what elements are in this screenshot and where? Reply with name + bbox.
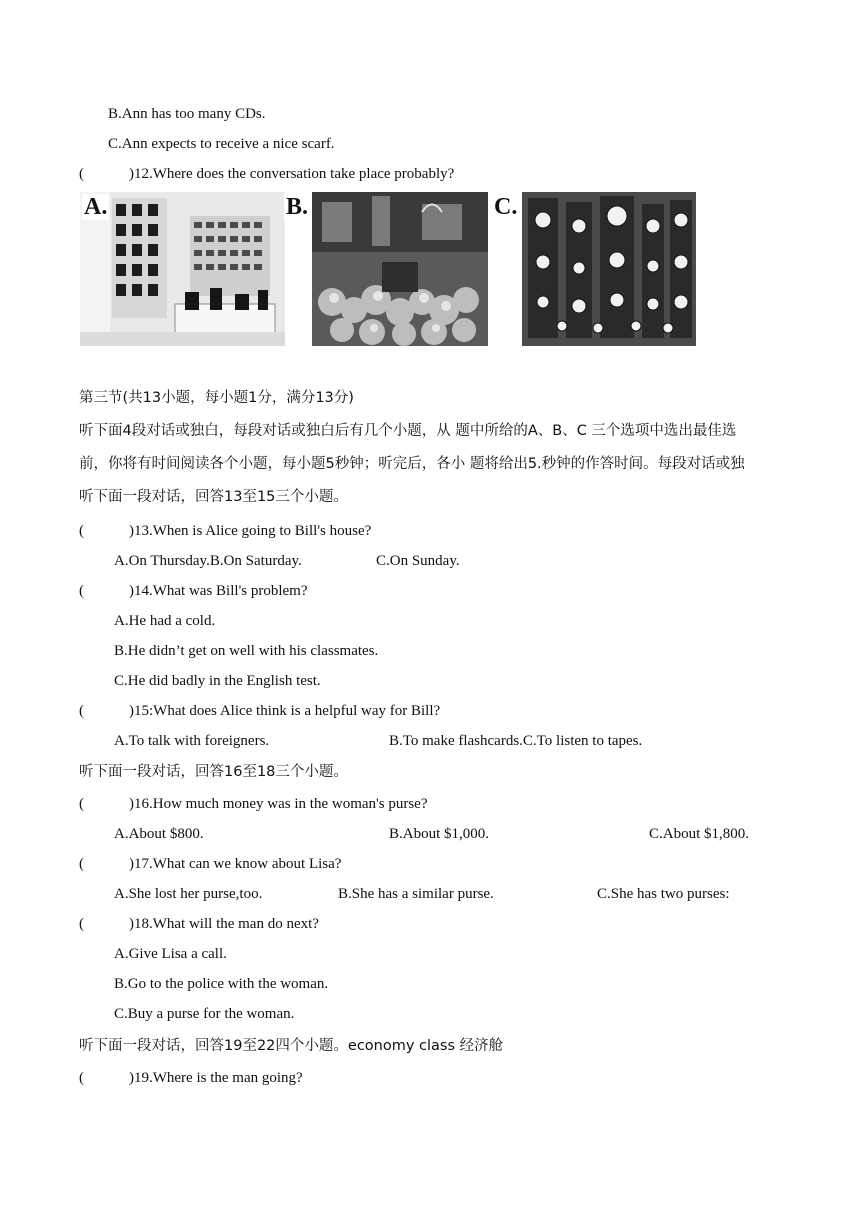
q17-option-b: B.She has a similar purse. bbox=[338, 886, 494, 902]
q14-option-c: C.He did badly in the English test. bbox=[114, 673, 321, 689]
question-18 bbox=[79, 914, 319, 934]
question-16 bbox=[79, 794, 427, 814]
q12-image-a-shoe-store bbox=[80, 192, 285, 346]
answer-paren: ( bbox=[79, 583, 84, 599]
question-17-text: )17.What can we know about Lisa? bbox=[129, 856, 342, 872]
q12-image-b-flower-shop bbox=[312, 192, 488, 346]
answer-paren: ( bbox=[79, 796, 84, 812]
q12-label-a: A. bbox=[84, 194, 108, 220]
question-13-text: )13.When is Alice going to Bill's house? bbox=[129, 523, 372, 539]
question-16-text: )16.How much money was in the woman's purse? bbox=[129, 796, 428, 812]
q14-option-a: A.He had a cold. bbox=[114, 613, 216, 629]
section-heading: 第三节(共13小题，每小题1分，满分13分) bbox=[79, 390, 354, 406]
q16-option-a: A.About $800. bbox=[114, 826, 204, 842]
q18-option-b: B.Go to the police with the woman. bbox=[114, 976, 329, 992]
answer-paren: ( bbox=[79, 856, 84, 872]
answer-paren: ( bbox=[79, 523, 84, 539]
q12-label-c: C. bbox=[494, 194, 518, 220]
question-19 bbox=[79, 1068, 303, 1088]
q15-option-a: A.To talk with foreigners. bbox=[114, 733, 270, 749]
question-19-text: )19.Where is the man going? bbox=[129, 1070, 303, 1086]
q17-option-a: A.She lost her purse,too. bbox=[114, 886, 263, 902]
q16-option-b: B.About $1,000. bbox=[389, 826, 490, 842]
q11-option-c: C.Ann expects to receive a nice scarf. bbox=[108, 136, 335, 152]
q12-label-b: B. bbox=[286, 194, 309, 220]
q16-option-c: C.About $1,800. bbox=[649, 826, 750, 842]
answer-paren: ( bbox=[79, 166, 84, 182]
q17-option-c: C.She has two purses: bbox=[597, 886, 730, 902]
q12-image-c-clock-shop bbox=[522, 192, 696, 346]
question-13 bbox=[79, 521, 371, 541]
dialogue-2-intro: 听下面一段对话，回答16至18三个小题。 bbox=[79, 764, 348, 780]
question-15 bbox=[79, 701, 440, 721]
q13-option-a-b: A.On Thursday.B.On Saturday. bbox=[114, 553, 302, 569]
answer-paren: ( bbox=[79, 703, 84, 719]
answer-paren: ( bbox=[79, 916, 84, 932]
question-17 bbox=[79, 854, 341, 874]
question-12 bbox=[79, 164, 454, 184]
q12-image-options bbox=[80, 192, 700, 348]
dialogue-1-intro: 听下面一段对话，回答13至15三个小题。 bbox=[79, 489, 348, 505]
q15-option-b-c: B.To make flashcards.C.To listen to tapes. bbox=[389, 733, 643, 749]
q13-option-c: C.On Sunday. bbox=[376, 553, 460, 569]
q18-option-c: C.Buy a purse for the woman. bbox=[114, 1006, 295, 1022]
question-12-text: )12.Where does the conversation take place probably? bbox=[129, 166, 455, 182]
question-14 bbox=[79, 581, 308, 601]
question-15-text: )15:What does Alice think is a helpful way for Bill? bbox=[129, 703, 441, 719]
dialogue-3-intro: 听下面一段对话，回答19至22四个小题。economy class 经济舱 bbox=[79, 1038, 504, 1054]
q11-option-b: B.Ann has too many CDs. bbox=[108, 106, 266, 122]
q18-option-a: A.Give Lisa a call. bbox=[114, 946, 227, 962]
section-instructions-line-2: 前，你将有时间阅读各个小题，每小题5秒钟；听完后，各小 题将给出5.秒钟的作答时间。每段对话或独 bbox=[79, 456, 745, 472]
q14-option-b: B.He didn’t get on well with his classmates. bbox=[114, 643, 379, 659]
question-14-text: )14.What was Bill's problem? bbox=[129, 583, 308, 599]
section-instructions-line-1: 听下面4段对话或独白，每段对话或独白后有几个小题，从 题中所给的A、B、C 三个选项中选出最佳选 bbox=[79, 423, 737, 439]
question-18-text: )18.What will the man do next? bbox=[129, 916, 319, 932]
answer-paren: ( bbox=[79, 1070, 84, 1086]
